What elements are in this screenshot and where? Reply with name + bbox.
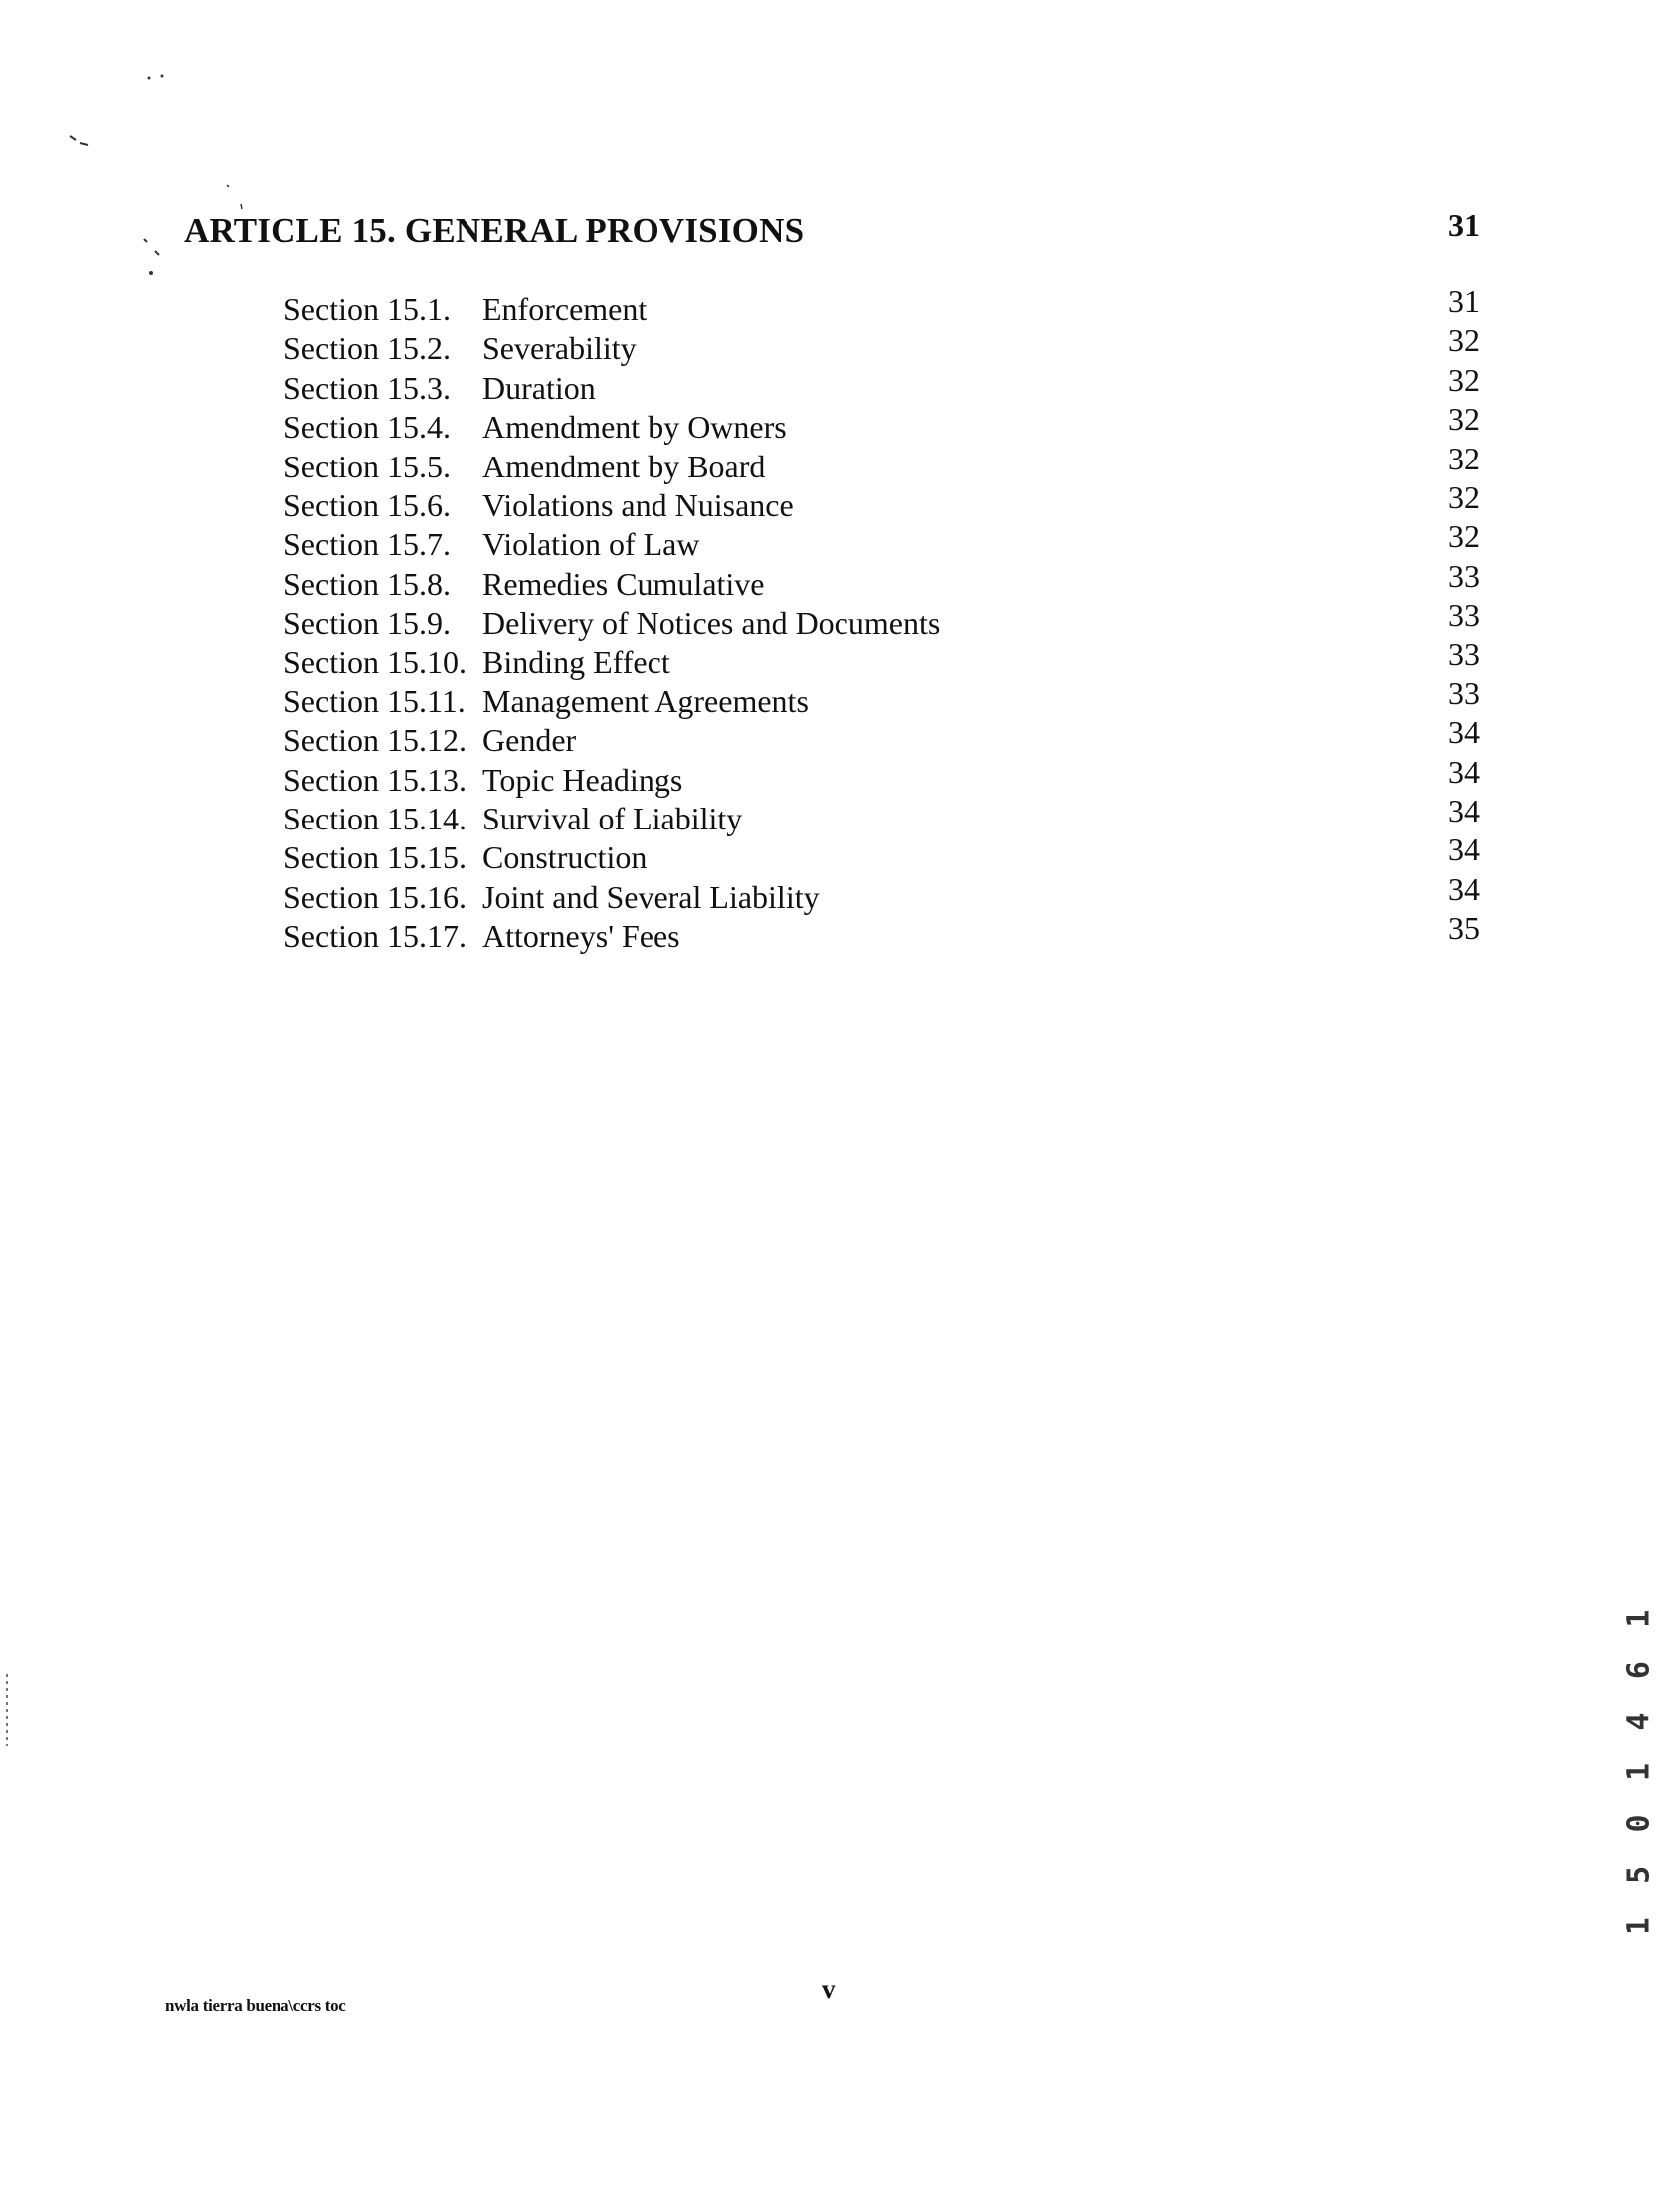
section-page: 34 [1448, 753, 1480, 790]
section-number: Section 15.12. [283, 722, 467, 759]
section-number: Section 15.4. [283, 409, 451, 446]
toc-entry [283, 793, 1480, 838]
section-number: Section 15.7. [283, 526, 451, 563]
section-page: 34 [1448, 714, 1480, 751]
stamp-digit: 1 [1621, 1762, 1657, 1782]
section-page: 32 [1448, 401, 1480, 438]
section-number: Section 15.10. [283, 644, 467, 680]
section-number: Section 15.2. [283, 330, 451, 367]
section-number: Section 15.17. [283, 918, 467, 955]
section-title: Duration [482, 369, 596, 406]
section-title: Topic Headings [482, 761, 683, 798]
section-number: Section 15.14. [283, 801, 467, 837]
toc-entry [283, 557, 1480, 604]
section-number: Section 15.6. [283, 486, 451, 523]
section-number: Section 15.13. [283, 761, 467, 798]
section-page: 32 [1448, 478, 1480, 515]
table-of-contents [283, 283, 1480, 957]
section-title: Enforcement [482, 291, 648, 327]
stamp-digit: 1 [1621, 1917, 1657, 1935]
toc-entry [283, 753, 1480, 800]
page-number: v [822, 1974, 836, 2004]
section-title: Attorneys' Fees [482, 918, 680, 955]
toc-entry [283, 831, 1480, 877]
section-page: 31 [1448, 283, 1480, 319]
toc-entry [283, 714, 1480, 760]
toc-entry [283, 401, 1480, 447]
toc-entry [283, 597, 1480, 643]
section-number: Section 15.3. [283, 369, 451, 406]
section-title: Severability [482, 330, 637, 367]
toc-entry [283, 440, 1480, 486]
section-title: Gender [482, 722, 577, 759]
stamp-digit: 4 [1621, 1712, 1657, 1731]
article-page-number: 31 [1448, 207, 1480, 243]
section-title: Amendment by Board [482, 448, 766, 484]
section-page: 32 [1448, 361, 1480, 398]
section-title: Violations and Nuisance [482, 486, 794, 523]
scan-specks [0, 0, 298, 298]
document-file-path: nwla tierra buena\ccrs toc [165, 1996, 346, 2015]
section-number: Section 15.1. [283, 291, 451, 327]
section-title: Joint and Several Liability [482, 878, 820, 915]
stamp-digit: 6 [1621, 1661, 1657, 1680]
toc-entry [283, 870, 1480, 917]
section-page: 33 [1448, 597, 1480, 634]
toc-entry [283, 361, 1480, 408]
section-number: Section 15.15. [283, 839, 467, 876]
section-number: Section 15.9. [283, 605, 451, 642]
section-title: Delivery of Notices and Documents [482, 605, 941, 642]
section-number: Section 15.5. [283, 448, 451, 484]
section-page: 32 [1448, 518, 1480, 555]
section-page: 32 [1448, 322, 1480, 359]
toc-entry [283, 478, 1480, 525]
toc-entry [283, 910, 1480, 956]
toc-entry [283, 674, 1480, 721]
recording-number-stamp [1619, 1593, 1659, 1951]
toc-entry [283, 636, 1480, 682]
section-title: Remedies Cumulative [482, 565, 765, 602]
stamp-digit: 1 [1621, 1609, 1657, 1628]
toc-entry [283, 322, 1480, 368]
stamp-digit: 0 [1621, 1814, 1657, 1833]
section-title: Violation of Law [482, 526, 700, 563]
section-number: Section 15.16. [283, 878, 467, 915]
section-page: 34 [1448, 831, 1480, 868]
stamp-digit: 5 [1621, 1865, 1657, 1884]
section-page: 35 [1448, 910, 1480, 947]
section-page: 33 [1448, 674, 1480, 711]
section-title: Amendment by Owners [482, 409, 787, 446]
toc-entry [283, 518, 1480, 564]
section-page: 32 [1448, 440, 1480, 476]
section-title: Management Agreements [482, 682, 809, 719]
section-title: Construction [482, 839, 648, 876]
toc-entry [283, 283, 1480, 329]
section-page: 33 [1448, 636, 1480, 672]
article-title: ARTICLE 15. GENERAL PROVISIONS [184, 211, 805, 250]
section-page: 34 [1448, 793, 1480, 829]
section-number: Section 15.8. [283, 565, 451, 602]
scan-edge-mark [6, 1674, 8, 1746]
section-title: Binding Effect [482, 644, 670, 680]
section-title: Survival of Liability [482, 801, 743, 837]
section-page: 33 [1448, 557, 1480, 594]
section-page: 34 [1448, 870, 1480, 907]
section-number: Section 15.11. [283, 682, 466, 719]
